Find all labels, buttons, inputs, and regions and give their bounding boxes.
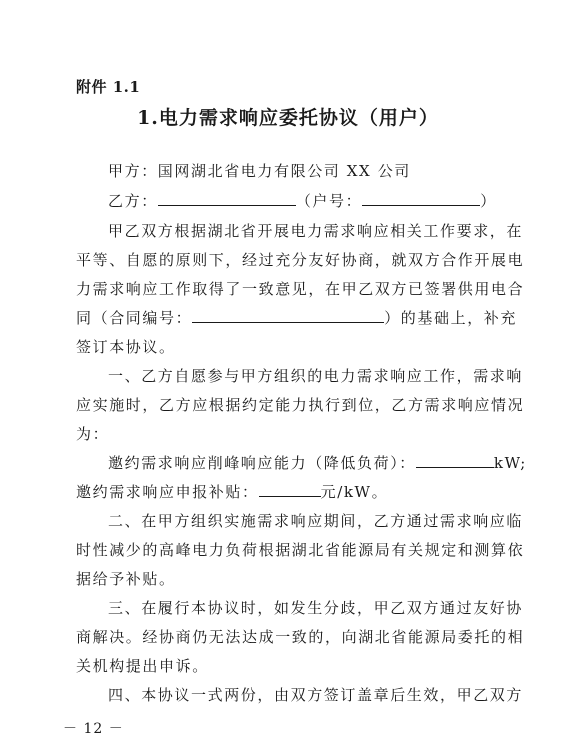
party-b-account-blank bbox=[362, 191, 480, 206]
party-b-prefix: 乙方： bbox=[108, 192, 158, 210]
party-a-line: 甲方：国网湖北省电力有限公司 XX 公司 bbox=[108, 162, 411, 180]
para5-line1: 四、本协议一式两份，由双方签订盖章后生效，甲乙双方 bbox=[108, 686, 524, 704]
contract-number-label: 同（合同编号： bbox=[76, 309, 193, 327]
para1-line3: 力需求响应工作取得了一致意见，在甲乙双方已签署供用电合 bbox=[76, 280, 525, 298]
para2-line3: 为： bbox=[76, 425, 110, 443]
para3-line1: 二、在甲方组织实施需求响应期间，乙方通过需求响应临 bbox=[108, 512, 524, 530]
capacity-blank bbox=[416, 453, 494, 468]
para1-line4 bbox=[76, 307, 518, 328]
para1-line1: 甲乙双方根据湖北省开展电力需求响应相关工作要求，在 bbox=[108, 222, 524, 240]
party-b-name-blank bbox=[158, 191, 296, 206]
subsidy-blank bbox=[259, 482, 321, 497]
para3-line3: 据给予补贴。 bbox=[76, 570, 176, 588]
party-b-account-label: （户号： bbox=[295, 192, 363, 210]
para4-line3: 关机构提出申诉。 bbox=[76, 657, 209, 675]
subsidy-label: 邀约需求响应申报补贴： bbox=[76, 483, 259, 501]
para4-line1: 三、在履行本协议时，如发生分歧，甲乙双方通过友好协 bbox=[108, 599, 524, 617]
para1-line4-suffix: ）的基础上，补充 bbox=[384, 309, 518, 327]
attachment-label: 附件 1.1 bbox=[76, 78, 141, 96]
para1-line2: 平等、自愿的原则下，经过充分友好协商，就双方合作开展电 bbox=[76, 251, 525, 269]
party-b-line bbox=[108, 190, 512, 211]
capacity-unit: kW; bbox=[493, 454, 527, 472]
page-number: － 12 － bbox=[63, 721, 124, 737]
contract-number-blank bbox=[192, 308, 384, 323]
party-b-suffix: ） bbox=[480, 192, 497, 210]
para2-line2: 应实施时，乙方应根据约定能力执行到位，乙方需求响应情况 bbox=[76, 396, 525, 414]
para4-line2: 商解决。经协商仍无法达成一致的，向湖北省能源局委托的相 bbox=[76, 628, 525, 646]
document-title: 1.电力需求响应委托协议（用户） bbox=[137, 107, 439, 129]
para1-line5: 签订本协议。 bbox=[76, 338, 176, 356]
para2-line1: 一、乙方自愿参与甲方组织的电力需求响应工作，需求响 bbox=[108, 367, 524, 385]
capacity-label: 邀约需求响应削峰响应能力（降低负荷）： bbox=[108, 454, 416, 472]
capacity-line bbox=[108, 452, 527, 473]
subsidy-unit: 元/kW。 bbox=[320, 483, 389, 501]
subsidy-line bbox=[76, 481, 512, 502]
para3-line2: 时性减少的高峰电力负荷根据湖北省能源局有关规定和测算依 bbox=[76, 541, 525, 559]
